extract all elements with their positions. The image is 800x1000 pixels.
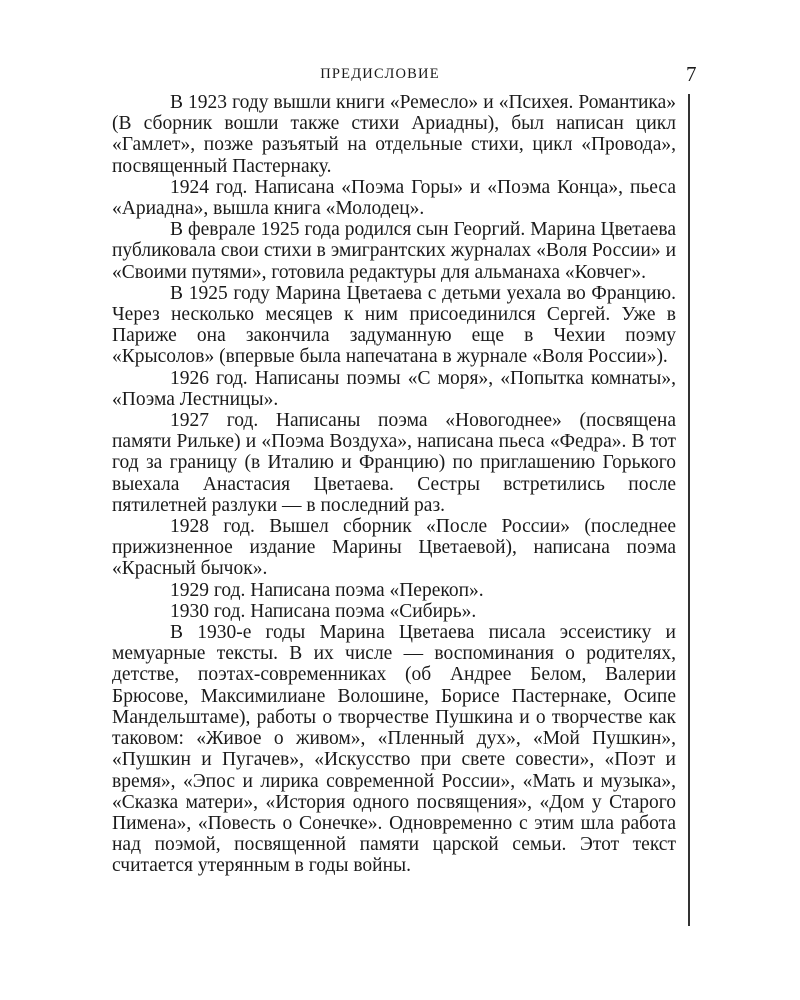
page-number: 7 — [686, 62, 697, 86]
paragraph-1924: 1924 год. Написана «Поэма Горы» и «Поэма Конца», пьеса «Ариадна», вышла книга «Молодец». — [112, 176, 676, 220]
paragraph-1929: 1929 год. Написана поэма «Перекоп». — [170, 579, 484, 601]
paragraph-1930s: В 1930-е годы Марина Цветаева писала эссеистику и мемуарные тексты. В их числе — воспоминания о родителях, детстве, поэтах-современниках (об Андрее Белом, Валерии Брюсове, Максимилиане Волошине, Борисе Пастернаке, Осипе Мандельштаме), работы о творчестве Пушкина и о творчестве как таковом: «Живое о живом», «Пленный дух», «Мой Пушкин», «Пушкин и Пугачев», «Искусство при свете совести», «Поэт и время», «Эпос и лирика современной России», «Мать и музыка», «Сказка матери», «История одного посвящения», «Дом у Старого Пимена», «Повесть о Сонечке». Одновременно с этим шла работа над поэмой, посвященной памяти царской семьи. Этот текст считается утерянным в годы войны. — [112, 622, 676, 877]
paragraph-1927: 1927 год. Написаны поэма «Новогоднее» (посвящена памяти Рильке) и «Поэма Воздуха», написана пьеса «Федра». В тот год за границу (в Италию и Францию) по приглашению Горького выехала Анастасия Цветаева. Сестры встретились после пятилетней разлуки — в последний раз. — [112, 410, 676, 516]
paragraph-1926: 1926 год. Написаны поэмы «С моря», «Попытка комнаты», «Поэма Лестницы». — [112, 367, 676, 410]
paragraph-1925-france: В 1925 году Марина Цветаева с детьми уехала во Францию. Через несколько месяцев к ним присоединился Сергей. Уже в Париже она закончила задуманную еще в Чехии поэму «Крысолов» (впервые была напечатана в журнале «Воля России»). — [112, 282, 676, 368]
margin-rule — [688, 94, 690, 926]
paragraph-1930: 1930 год. Написана поэма «Сибирь». — [170, 600, 477, 622]
paragraph-1928: 1928 год. Вышел сборник «После России» (последнее прижизненное издание Марины Цветаевой), написана поэма «Красный бычок». — [112, 516, 676, 580]
paragraph-1925-february: В феврале 1925 года родился сын Георгий. Марина Цветаева публиковала свои стихи в эмигрантских журналах «Воля России» и «Своими путями», готовила редактуры для альманаха «Ковчег». — [112, 219, 676, 283]
running-head: ПРЕДИСЛОВИЕ — [320, 66, 440, 82]
page-header — [0, 62, 800, 86]
paragraph-1923: В 1923 году вышли книги «Ремесло» и «Психея. Романтика» (В сборник вошли также стихи Ариадны), был написан цикл «Гамлет», позже разъятый на отдельные стихи, цикл «Провода», посвященный Пастернаку. — [112, 92, 676, 177]
body-text — [112, 92, 676, 877]
